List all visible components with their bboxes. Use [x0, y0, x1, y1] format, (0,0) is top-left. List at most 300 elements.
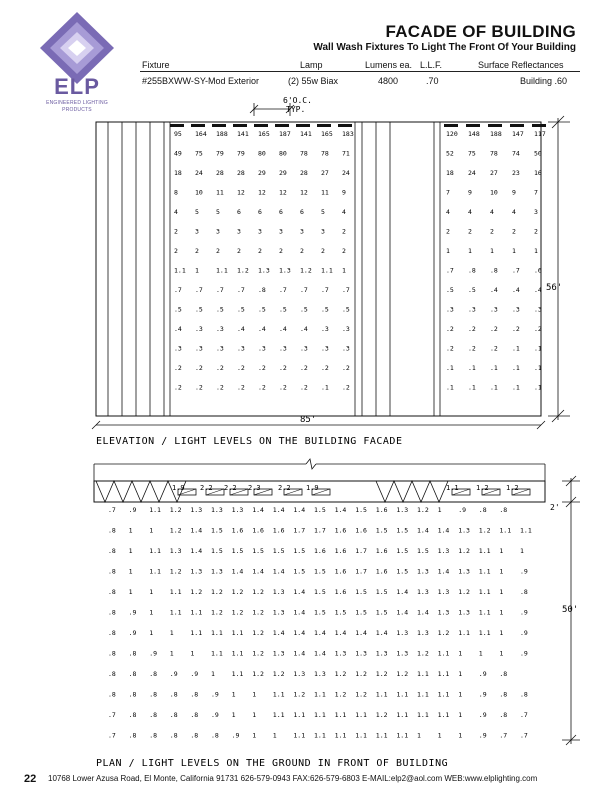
ground-light-level-value: .8: [149, 670, 158, 678]
ground-light-level-value: 1.6: [375, 547, 388, 555]
spacing-dimension: [250, 96, 312, 116]
ground-light-level-value: 1.2: [334, 690, 347, 699]
ground-light-level-value: 1: [417, 731, 421, 740]
ground-light-level-value: 1.5: [314, 506, 326, 514]
facade-light-level-value: 147: [512, 130, 524, 138]
facade-light-level-value: .8: [258, 286, 266, 294]
llf-value: .70: [426, 76, 439, 86]
plan-fixture-label: 1.9: [306, 484, 319, 492]
facade-light-level-value: 6: [279, 208, 283, 216]
fixture-mark: [510, 124, 524, 127]
page-title: FACADE OF BUILDING: [385, 22, 576, 41]
ground-light-level-value: 1.2: [293, 690, 306, 699]
ground-light-level-value: 1.5: [396, 526, 409, 535]
fixture-mark: [296, 124, 310, 127]
facade-light-level-value: 18: [174, 169, 182, 177]
facade-light-level-value: 27: [321, 169, 329, 177]
ground-light-level-value: 1.1: [211, 649, 223, 658]
ground-light-level-value: 1.4: [334, 629, 347, 637]
ground-light-level-value: 1.6: [334, 526, 347, 535]
ground-light-level-value: 1.4: [314, 629, 326, 637]
ground-light-level-value: 1.4: [417, 526, 429, 535]
facade-light-level-value: .7: [300, 286, 308, 294]
facade-light-level-value: 141: [300, 130, 312, 138]
facade-light-level-value: 165: [321, 130, 333, 138]
facade-light-level-value: .5: [237, 305, 245, 314]
lamp-value: (2) 55w Biax: [288, 76, 339, 86]
facade-light-level-value: .1: [512, 383, 520, 392]
ground-light-level-value: .8: [520, 588, 528, 596]
facade-light-level-value: .4: [512, 286, 520, 294]
facade-light-level-value: 27: [490, 169, 498, 177]
facade-light-level-value: .7: [512, 266, 520, 275]
height-dimension: [546, 116, 570, 422]
facade-light-level-value: 11: [321, 188, 329, 197]
ground-light-level-value: .9: [458, 506, 467, 514]
facade-light-level-value: .1: [446, 383, 454, 392]
facade-light-level-value: .2: [468, 325, 476, 333]
plan-fixture-label: 2.3: [248, 484, 261, 492]
ground-light-level-value: 1.1: [375, 690, 388, 699]
ground-light-level-value: 1.2: [252, 670, 264, 678]
ground-light-level-value: 1: [169, 629, 174, 637]
ground-light-level-value: 1.3: [437, 588, 450, 596]
ground-light-level-value: .8: [108, 649, 116, 658]
facade-light-level-value: 1.1: [321, 266, 333, 275]
ground-light-level-value: 1: [499, 649, 504, 658]
ground-light-level-value: .7: [520, 711, 528, 719]
ground-light-level-value: .8: [108, 547, 116, 555]
ground-light-level-value: 1.1: [437, 711, 450, 719]
facade-light-level-value: .3: [512, 305, 520, 314]
ground-light-level-value: 1.5: [272, 547, 285, 555]
ground-light-level-value: .8: [169, 690, 178, 699]
ground-light-level-value: 1.5: [417, 547, 429, 555]
ground-light-level-value: 1.4: [314, 649, 326, 658]
ground-light-level-value: 1: [499, 567, 504, 576]
ground-light-level-value: 1.2: [211, 608, 223, 617]
fixture-mark: [532, 124, 546, 127]
ground-light-level-value: 1.6: [231, 526, 244, 535]
facade-light-level-value: 95: [174, 130, 182, 138]
facade-light-level-value: 74: [512, 149, 520, 158]
facade-light-level-value: 1: [534, 247, 538, 255]
facade-light-level-value: 29: [279, 169, 287, 177]
ground-light-level-value: 1.1: [314, 690, 326, 699]
facade-light-level-value: 5: [321, 208, 325, 216]
facade-light-level-value: .1: [490, 364, 498, 372]
facade-light-level-value: .4: [237, 325, 245, 333]
ground-light-level-value: .8: [499, 690, 508, 699]
ground-light-level-value: 1: [252, 731, 257, 740]
ground-light-level-value: 1.3: [211, 567, 223, 576]
facade-light-level-value: .3: [237, 344, 245, 353]
facade-light-level-value: 165: [258, 130, 270, 138]
ground-light-level-value: .9: [520, 629, 528, 637]
ground-light-level-value: 1.2: [334, 670, 347, 678]
facade-light-level-value: .7: [321, 286, 329, 294]
lamp-header: Lamp: [300, 60, 323, 70]
logo-tagline-2: PRODUCTS: [62, 107, 92, 113]
facade-light-level-value: .3: [216, 325, 224, 333]
ground-light-level-value: 1.7: [355, 567, 367, 576]
facade-light-level-value: .5: [342, 305, 350, 314]
ground-light-level-value: 1: [499, 588, 504, 596]
facade-light-level-value: 1.2: [237, 266, 249, 275]
ground-light-level-value: 1.4: [293, 588, 306, 596]
ground-light-level-value: 1.4: [355, 629, 367, 637]
ground-light-level-value: 1.3: [417, 588, 429, 596]
facade-light-level-value: 1: [342, 266, 346, 275]
facade-light-level-value: 16: [534, 169, 542, 177]
facade-light-level-value: .5: [174, 305, 182, 314]
facade-light-level-value: 1.1: [174, 266, 186, 275]
ground-light-level-value: 1.3: [293, 670, 306, 678]
ground-light-level-value: 1: [149, 608, 154, 617]
ground-light-level-value: 1.1: [458, 629, 470, 637]
ground-light-level-value: 1.1: [314, 711, 326, 719]
ground-light-level-value: 1.5: [375, 526, 388, 535]
ground-light-level-value: .7: [108, 731, 116, 740]
fixture-mark: [233, 124, 247, 127]
facade-light-level-value: .2: [446, 344, 454, 353]
facade-light-level-value: 10: [195, 188, 203, 197]
ground-light-level-value: .8: [108, 670, 116, 678]
facade-light-level-value: 52: [446, 149, 454, 158]
ground-light-level-value: 1.1: [478, 567, 491, 576]
ground-light-level-value: .9: [520, 567, 528, 576]
facade-light-level-value: .7: [195, 286, 203, 294]
ground-light-level-value: 1.5: [355, 588, 367, 596]
facade-light-level-value: .7: [342, 286, 350, 294]
ground-light-level-value: .8: [169, 731, 178, 740]
facade-light-level-value: .3: [258, 344, 266, 353]
ground-light-level-value: 1.5: [396, 547, 409, 555]
ground-light-level-value: 1.2: [231, 608, 244, 617]
ground-light-level-value: .8: [190, 711, 199, 719]
ground-light-level-value: 1.1: [272, 711, 285, 719]
facade-light-level-value: .2: [258, 383, 266, 392]
page-subtitle: Wall Wash Fixtures To Light The Front Of Your Building: [313, 42, 576, 53]
ground-light-level-value: 1.6: [314, 547, 326, 555]
fixture-mark: [488, 124, 502, 127]
facade-light-level-value: 120: [446, 130, 458, 138]
plan-depth-dimension: [550, 476, 580, 745]
ground-light-level-value: .8: [149, 731, 158, 740]
facade-light-level-value: 4: [512, 208, 516, 216]
fixture-mark: [191, 124, 205, 127]
ground-light-level-value: 1.2: [190, 588, 203, 596]
facade-light-level-value: 2: [534, 227, 538, 236]
facade-light-level-value: 12: [258, 188, 266, 197]
facade-light-level-value: 78: [490, 149, 498, 158]
ground-light-level-value: 1.3: [458, 608, 470, 617]
ground-light-level-value: 1.2: [169, 567, 182, 576]
ground-light-level-value: 1.4: [437, 526, 450, 535]
ground-light-level-value: 1.1: [396, 711, 409, 719]
facade-light-level-value: 3: [258, 227, 262, 236]
facade-light-level-value: .2: [279, 364, 287, 372]
facade-light-level-value: 4: [446, 208, 450, 216]
ground-light-level-value: 1: [149, 588, 154, 596]
fixture-mark: [466, 124, 480, 127]
facade-light-level-value: 50: [534, 149, 542, 158]
facade-light-level-value: .2: [490, 325, 498, 333]
facade-light-level-value: 10: [490, 188, 498, 197]
facade-light-level-value: 2: [237, 247, 241, 255]
facade-light-level-value: 4: [174, 208, 178, 216]
ground-light-level-value: 1.3: [272, 588, 285, 596]
ground-light-level-value: .8: [128, 649, 137, 658]
ground-light-level-value: 1: [169, 649, 174, 658]
fixture-mark: [317, 124, 331, 127]
facade-light-level-value: .1: [468, 383, 476, 392]
facade-light-level-value: 3: [300, 227, 304, 236]
llf-header: L.L.F.: [420, 60, 443, 70]
ground-light-level-value: 1.1: [190, 629, 203, 637]
ground-light-level-value: 1.5: [314, 608, 326, 617]
ground-light-level-value: .8: [108, 690, 116, 699]
facade-light-level-value: 9: [468, 188, 472, 197]
ground-light-level-value: 1.4: [293, 506, 306, 514]
ground-light-level-value: 1.2: [231, 588, 244, 596]
ground-light-level-value: 1.2: [417, 649, 429, 658]
logo-wordmark: ELP: [54, 74, 100, 99]
ground-light-level-value: 1.1: [437, 649, 450, 658]
facade-light-level-value: .8: [490, 266, 498, 275]
facade-light-level-value: 7: [534, 188, 538, 197]
facade-light-level-value: .3: [490, 305, 498, 314]
ground-light-level-value: 1.1: [169, 588, 182, 596]
ground-light-level-value: 1.1: [293, 731, 306, 740]
page-number: 22: [24, 773, 37, 785]
ground-light-level-value: 1.1: [396, 690, 409, 699]
ground-light-level-value: 1.4: [293, 608, 306, 617]
ground-light-level-value: 1.4: [334, 506, 347, 514]
lumens-value: 4800: [378, 76, 399, 86]
facade-light-level-value: 9: [342, 188, 346, 197]
ground-light-level-value: 1.3: [396, 629, 409, 637]
ground-light-level-value: 1.1: [478, 547, 491, 555]
facade-light-level-value: 71: [342, 149, 350, 158]
facade-light-level-value: .4: [534, 286, 542, 294]
facade-light-level-value: .2: [512, 325, 520, 333]
facade-light-level-value: 2: [321, 247, 325, 255]
ground-light-level-value: 1.5: [334, 608, 347, 617]
facade-light-level-value: .2: [468, 344, 476, 353]
ground-light-level-value: 1: [190, 649, 195, 658]
ground-light-level-value: 1.4: [396, 588, 409, 596]
facade-light-level-value: 3: [279, 227, 283, 236]
ground-light-level-value: 1.1: [355, 711, 367, 719]
facade-light-level-value: 23: [512, 169, 520, 177]
ground-light-level-value: 1.4: [396, 608, 409, 617]
fixture-value: #255BXWW-SY-Mod Exterior: [142, 76, 260, 86]
ground-light-level-value: 1: [128, 547, 133, 555]
ground-light-level-value: .7: [108, 506, 116, 514]
facade-light-level-value: .5: [216, 305, 224, 314]
facade-light-level-value: 3: [237, 227, 241, 236]
plan-wall-hatch: [376, 481, 448, 502]
facade-light-level-value: 11: [216, 188, 224, 197]
ground-light-level-value: 1.5: [231, 547, 244, 555]
ground-light-level-value: 1.1: [334, 711, 347, 719]
ground-light-level-value: 1: [458, 670, 463, 678]
facade-light-level-value: .2: [300, 364, 308, 372]
reflectance-header: Surface Reflectances: [478, 60, 564, 70]
ground-light-level-value: 1.4: [375, 629, 388, 637]
ground-light-level-value: 1.5: [375, 588, 388, 596]
facade-light-level-value: 79: [237, 149, 245, 158]
facade-light-level-value: 2: [490, 227, 494, 236]
facade-light-level-value: .2: [216, 383, 224, 392]
facade-light-level-value: 3: [195, 227, 199, 236]
ground-light-level-value: 1.5: [211, 526, 223, 535]
ground-light-level-value: 1.3: [314, 670, 326, 678]
ground-light-level-value: .8: [108, 526, 116, 535]
facade-light-level-value: .4: [279, 325, 287, 333]
ground-light-level-value: 1.2: [458, 547, 470, 555]
facade-light-level-value: 12: [279, 188, 287, 197]
facade-light-level-value: 6: [300, 208, 304, 216]
facade-light-level-value: .5: [279, 305, 287, 314]
ground-light-level-value: 1.1: [396, 731, 409, 740]
ground-light-level-value: 1.3: [190, 567, 203, 576]
ground-light-level-value: 1.4: [437, 567, 450, 576]
ground-light-level-value: 1.2: [169, 506, 182, 514]
facade-light-level-value: .2: [534, 325, 542, 333]
facade-light-level-value: 3: [216, 227, 220, 236]
ground-light-level-value: 1: [499, 547, 504, 555]
ground-light-level-value: .8: [169, 711, 178, 719]
ground-light-level-value: 1.1: [314, 731, 326, 740]
ground-light-level-value: 1.4: [252, 567, 264, 576]
ground-light-level-value: .9: [478, 670, 487, 678]
ground-light-level-value: 1.2: [396, 670, 409, 678]
ground-light-level-value: 1.6: [252, 526, 264, 535]
ground-light-level-value: 1.3: [231, 506, 244, 514]
ground-light-level-value: 1: [252, 690, 257, 699]
ground-light-level-value: 1: [211, 670, 215, 678]
ground-light-level-value: 1.3: [272, 608, 285, 617]
ground-light-level-value: 1.6: [272, 526, 285, 535]
ground-light-level-value: 1.4: [293, 629, 306, 637]
ground-light-level-value: 1.4: [190, 547, 203, 555]
ground-light-level-value: .8: [128, 711, 137, 719]
ground-light-level-value: 1.2: [355, 670, 367, 678]
ground-light-level-value: 1.5: [252, 547, 264, 555]
facade-light-level-value: 1.3: [279, 266, 291, 275]
facade-light-level-value: .2: [258, 364, 266, 372]
facade-light-level-value: 148: [468, 130, 480, 138]
ground-light-level-value: 1: [128, 588, 133, 596]
facade-light-level-value: 78: [321, 149, 329, 158]
ground-light-level-value: 1.1: [417, 670, 429, 678]
facade-light-level-value: 75: [195, 149, 203, 158]
facade-light-level-value: .6: [534, 266, 542, 275]
ground-light-level-value: .8: [190, 731, 199, 740]
facade-light-level-value: 1: [195, 266, 199, 275]
facade-light-level-value: 28: [300, 169, 308, 177]
ground-light-level-value: 1.6: [334, 567, 347, 576]
ground-light-level-value: 1: [499, 608, 504, 617]
ground-light-level-value: 1: [231, 690, 236, 699]
ground-light-level-value: 1.5: [396, 567, 409, 576]
ground-light-level-value: 1.3: [458, 567, 470, 576]
facade-light-level-value: .1: [321, 383, 329, 392]
ground-light-level-value: .8: [149, 711, 158, 719]
ground-light-level-value: 1.1: [355, 731, 367, 740]
ground-light-level-value: 1.1: [272, 690, 285, 699]
ground-light-level-value: 1.1: [478, 608, 491, 617]
spacing-typ-label: TYP.: [286, 105, 306, 114]
ground-light-level-value: 1: [128, 526, 133, 535]
facade-light-level-value: 188: [490, 130, 502, 138]
facade-light-level-value: 75: [468, 149, 476, 158]
ground-light-level-value: 1.5: [211, 547, 223, 555]
reflectance-value: Building .60: [520, 76, 568, 86]
facade-light-level-value: 4: [342, 208, 346, 216]
ground-light-level-value: 1: [499, 629, 504, 637]
facade-light-level-value: 1.3: [258, 266, 270, 275]
ground-light-level-value: 1.3: [375, 649, 388, 658]
ground-light-level-value: .8: [211, 731, 219, 740]
ground-light-level-value: 1.5: [355, 506, 367, 514]
plan-fixture-label: 1.1: [446, 484, 459, 492]
plan-caption: PLAN / LIGHT LEVELS ON THE GROUND IN FRONT OF BUILDING: [96, 758, 449, 769]
ground-light-level-value: 1.1: [437, 690, 450, 699]
facade-light-level-value: 2: [300, 247, 304, 255]
facade-light-level-value: .5: [468, 286, 476, 294]
ground-light-level-value: 1.2: [375, 670, 388, 678]
ground-light-level-value: 1.1: [437, 670, 450, 678]
ground-light-level-value: 1.5: [355, 608, 367, 617]
ground-light-level-value: 1.1: [375, 731, 388, 740]
facade-light-level-value: 24: [342, 169, 350, 177]
ground-light-level-value: .8: [499, 506, 508, 514]
ground-light-level-value: 1.1: [478, 588, 491, 596]
width-dimension: [92, 415, 545, 429]
ground-light-level-value: 1.3: [396, 506, 409, 514]
ground-light-level-value: 1.2: [272, 670, 285, 678]
ground-light-level-value: .8: [128, 690, 137, 699]
ground-light-level-value: .8: [128, 731, 137, 740]
facade-light-level-value: 2: [446, 227, 450, 236]
ground-light-level-value: .9: [520, 608, 528, 617]
ground-light-level-value: 1.2: [211, 588, 223, 596]
facade-light-level-value: 5: [195, 208, 199, 216]
ground-light-level-value: .9: [128, 608, 137, 617]
ground-light-level-value: 1.2: [458, 588, 470, 596]
plan-fixture-label: 2.2: [200, 484, 213, 492]
ground-light-level-value: 1.3: [417, 629, 429, 637]
facade-light-level-value: 183: [342, 130, 354, 138]
ground-light-level-value: 1.2: [478, 526, 491, 535]
fixture-mark: [338, 124, 352, 127]
ground-light-level-value: 1.1: [211, 629, 223, 637]
ground-light-level-value: 1: [149, 526, 154, 535]
facade-light-level-value: 49: [174, 149, 182, 158]
ground-light-level-value: 1.6: [334, 547, 347, 555]
ground-light-level-value: .8: [149, 690, 158, 699]
ground-light-level-value: 1.3: [437, 547, 450, 555]
ground-light-level-value: 1.1: [334, 731, 347, 740]
ground-light-level-value: .8: [520, 690, 528, 699]
facade-light-level-value: .2: [195, 364, 203, 372]
facade-light-level-value: 1: [490, 247, 494, 255]
ground-light-level-value: 1.3: [190, 506, 203, 514]
ground-light-level-value: 1.1: [149, 547, 161, 555]
